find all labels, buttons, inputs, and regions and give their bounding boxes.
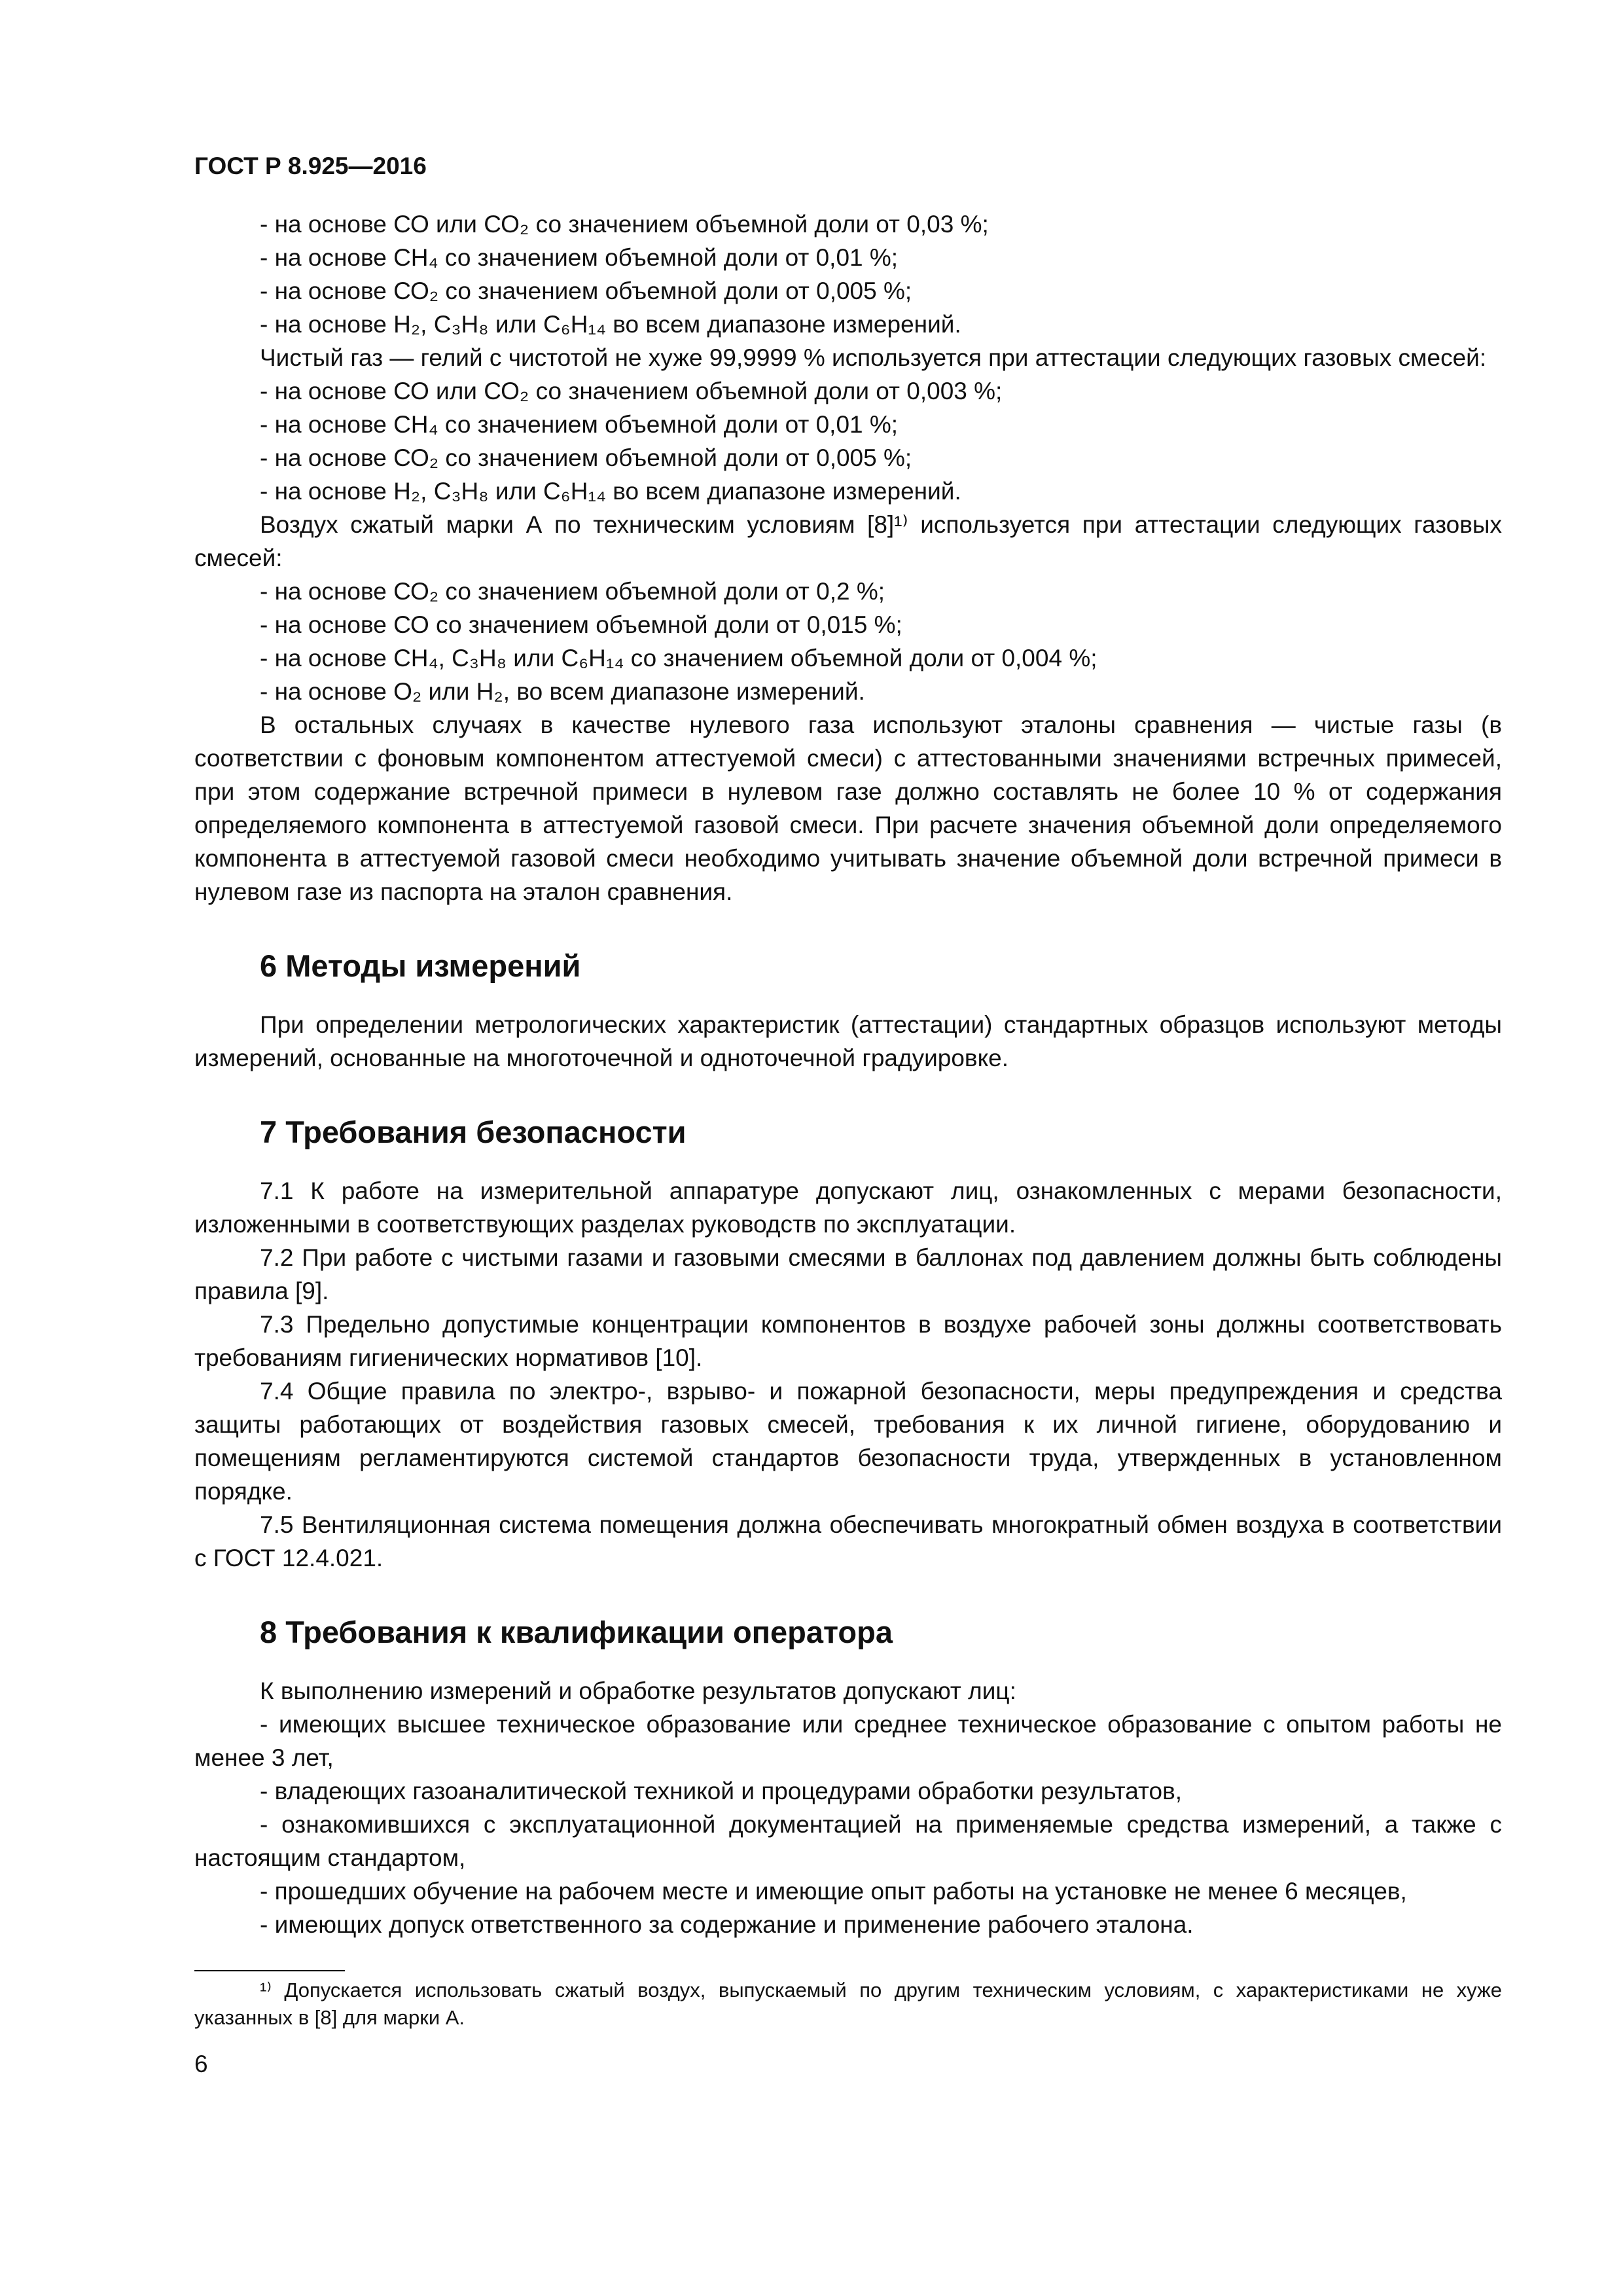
- document-code-header: ГОСТ Р 8.925—2016: [194, 152, 427, 179]
- section-7-title: 7 Требования безопасности: [260, 1115, 687, 1149]
- list-item: - владеющих газоаналитической техникой и процедурами обработки результатов,: [260, 1778, 1183, 1804]
- clause-7-4: 7.4 Общие правила по электро-, взрыво- и пожарной безопасности, меры предупреждения и средства защиты работающих от воздействия газовых смесей, требования к их личной гигиене, оборудованию и помещениям регламентируются системой стандартов безопасности труда, утвержденных в установленном порядке.: [194, 1378, 1502, 1505]
- list-item: - на основе СО₂ со значением объемной доли от 0,005 %;: [260, 444, 912, 471]
- footnote: ¹⁾ Допускается использовать сжатый воздух, выпускаемый по другим техническим условиям, с характеристиками не хуже указанных в [8] для марки А.: [194, 1979, 1502, 2029]
- paragraph-air: Воздух сжатый марки А по техническим условиям [8]¹⁾ используется при аттестации следующих газовых смесей:: [194, 511, 1502, 571]
- page-number: 6: [194, 2051, 208, 2077]
- list-item: - на основе СН₄, С₃Н₈ или С₆Н₁₄ со значением объемной доли от 0,004 %;: [260, 645, 1097, 672]
- list-item: - ознакомившихся с эксплуатационной документацией на применяемые средства измерений, а также с настоящим стандартом,: [194, 1811, 1502, 1871]
- clause-7-1: 7.1 К работе на измерительной аппаратуре допускают лиц, ознакомленных с мерами безопасности, изложенными в соответствующих разделах руководств по эксплуатации.: [194, 1177, 1502, 1238]
- section-8-intro: К выполнению измерений и обработке результатов допускают лиц:: [260, 1677, 1016, 1704]
- list-item: - на основе СО со значением объемной доли от 0,015 %;: [260, 611, 902, 638]
- list-item: - имеющих высшее техническое образование или среднее техническое образование с опытом работы не менее 3 лет,: [194, 1711, 1502, 1771]
- list-item: - имеющих допуск ответственного за содержание и применение рабочего эталона.: [260, 1911, 1194, 1938]
- document-page: [194, 149, 1502, 2081]
- clause-7-2: 7.2 При работе с чистыми газами и газовыми смесями в баллонах под давлением должны быть соблюдены правила [9].: [194, 1244, 1502, 1304]
- list-item: - на основе СН₄ со значением объемной доли от 0,01 %;: [260, 244, 899, 271]
- section-8-title: 8 Требования к квалификации оператора: [260, 1615, 893, 1649]
- paragraph-helium: Чистый газ — гелий с чистотой не хуже 99,9999 % используется при аттестации следующих газовых смесей:: [260, 344, 1487, 371]
- clause-7-3: 7.3 Предельно допустимые концентрации компонентов в воздухе рабочей зоны должны соответствовать требованиям гигиенических нормативов [10].: [194, 1311, 1502, 1371]
- list-item: - на основе СН₄ со значением объемной доли от 0,01 %;: [260, 411, 899, 438]
- list-item: - на основе Н₂, С₃Н₈ или С₆Н₁₄ во всем диапазоне измерений.: [260, 311, 961, 338]
- list-item: - на основе О₂ или Н₂, во всем диапазоне измерений.: [260, 678, 865, 705]
- clause-7-5: 7.5 Вентиляционная система помещения должна обеспечивать многократный обмен воздуха в соответствии с ГОСТ 12.4.021.: [194, 1511, 1502, 1571]
- footnote-separator: [194, 1970, 345, 1971]
- list-item: - прошедших обучение на рабочем месте и имеющие опыт работы на установке не менее 6 месяцев,: [260, 1878, 1407, 1905]
- section-6-paragraph: При определении метрологических характеристик (аттестации) стандартных образцов используют методы измерений, основанные на многоточечной и одноточечной градуировке.: [194, 1011, 1502, 1071]
- list-item: - на основе СО или СО₂ со значением объемной доли от 0,03 %;: [260, 211, 989, 238]
- list-item: - на основе СО или СО₂ со значением объемной доли от 0,003 %;: [260, 378, 1003, 404]
- list-item: - на основе Н₂, С₃Н₈ или С₆Н₁₄ во всем диапазоне измерений.: [260, 478, 961, 505]
- list-item: - на основе СО₂ со значением объемной доли от 0,2 %;: [260, 578, 885, 605]
- list-item: - на основе СО₂ со значением объемной доли от 0,005 %;: [260, 278, 912, 304]
- paragraph-other-cases: В остальных случаях в качестве нулевого газа используют эталоны сравнения — чистые газы (в соответствии с фоновым компонентом аттестуемой смеси) с аттестованными значениями встречных примесей, при этом содержание встречной примеси в нулевом газе должно составлять не более 10 % от содержания определяемого компонента в аттестуемой газовой смеси. При расчете значения объемной доли определяемого компонента в аттестуемой газовой смеси необходимо учитывать значение объемной доли встречной примеси в нулевом газе из паспорта на эталон сравнения.: [194, 711, 1502, 905]
- section-6-title: 6 Методы измерений: [260, 948, 581, 983]
